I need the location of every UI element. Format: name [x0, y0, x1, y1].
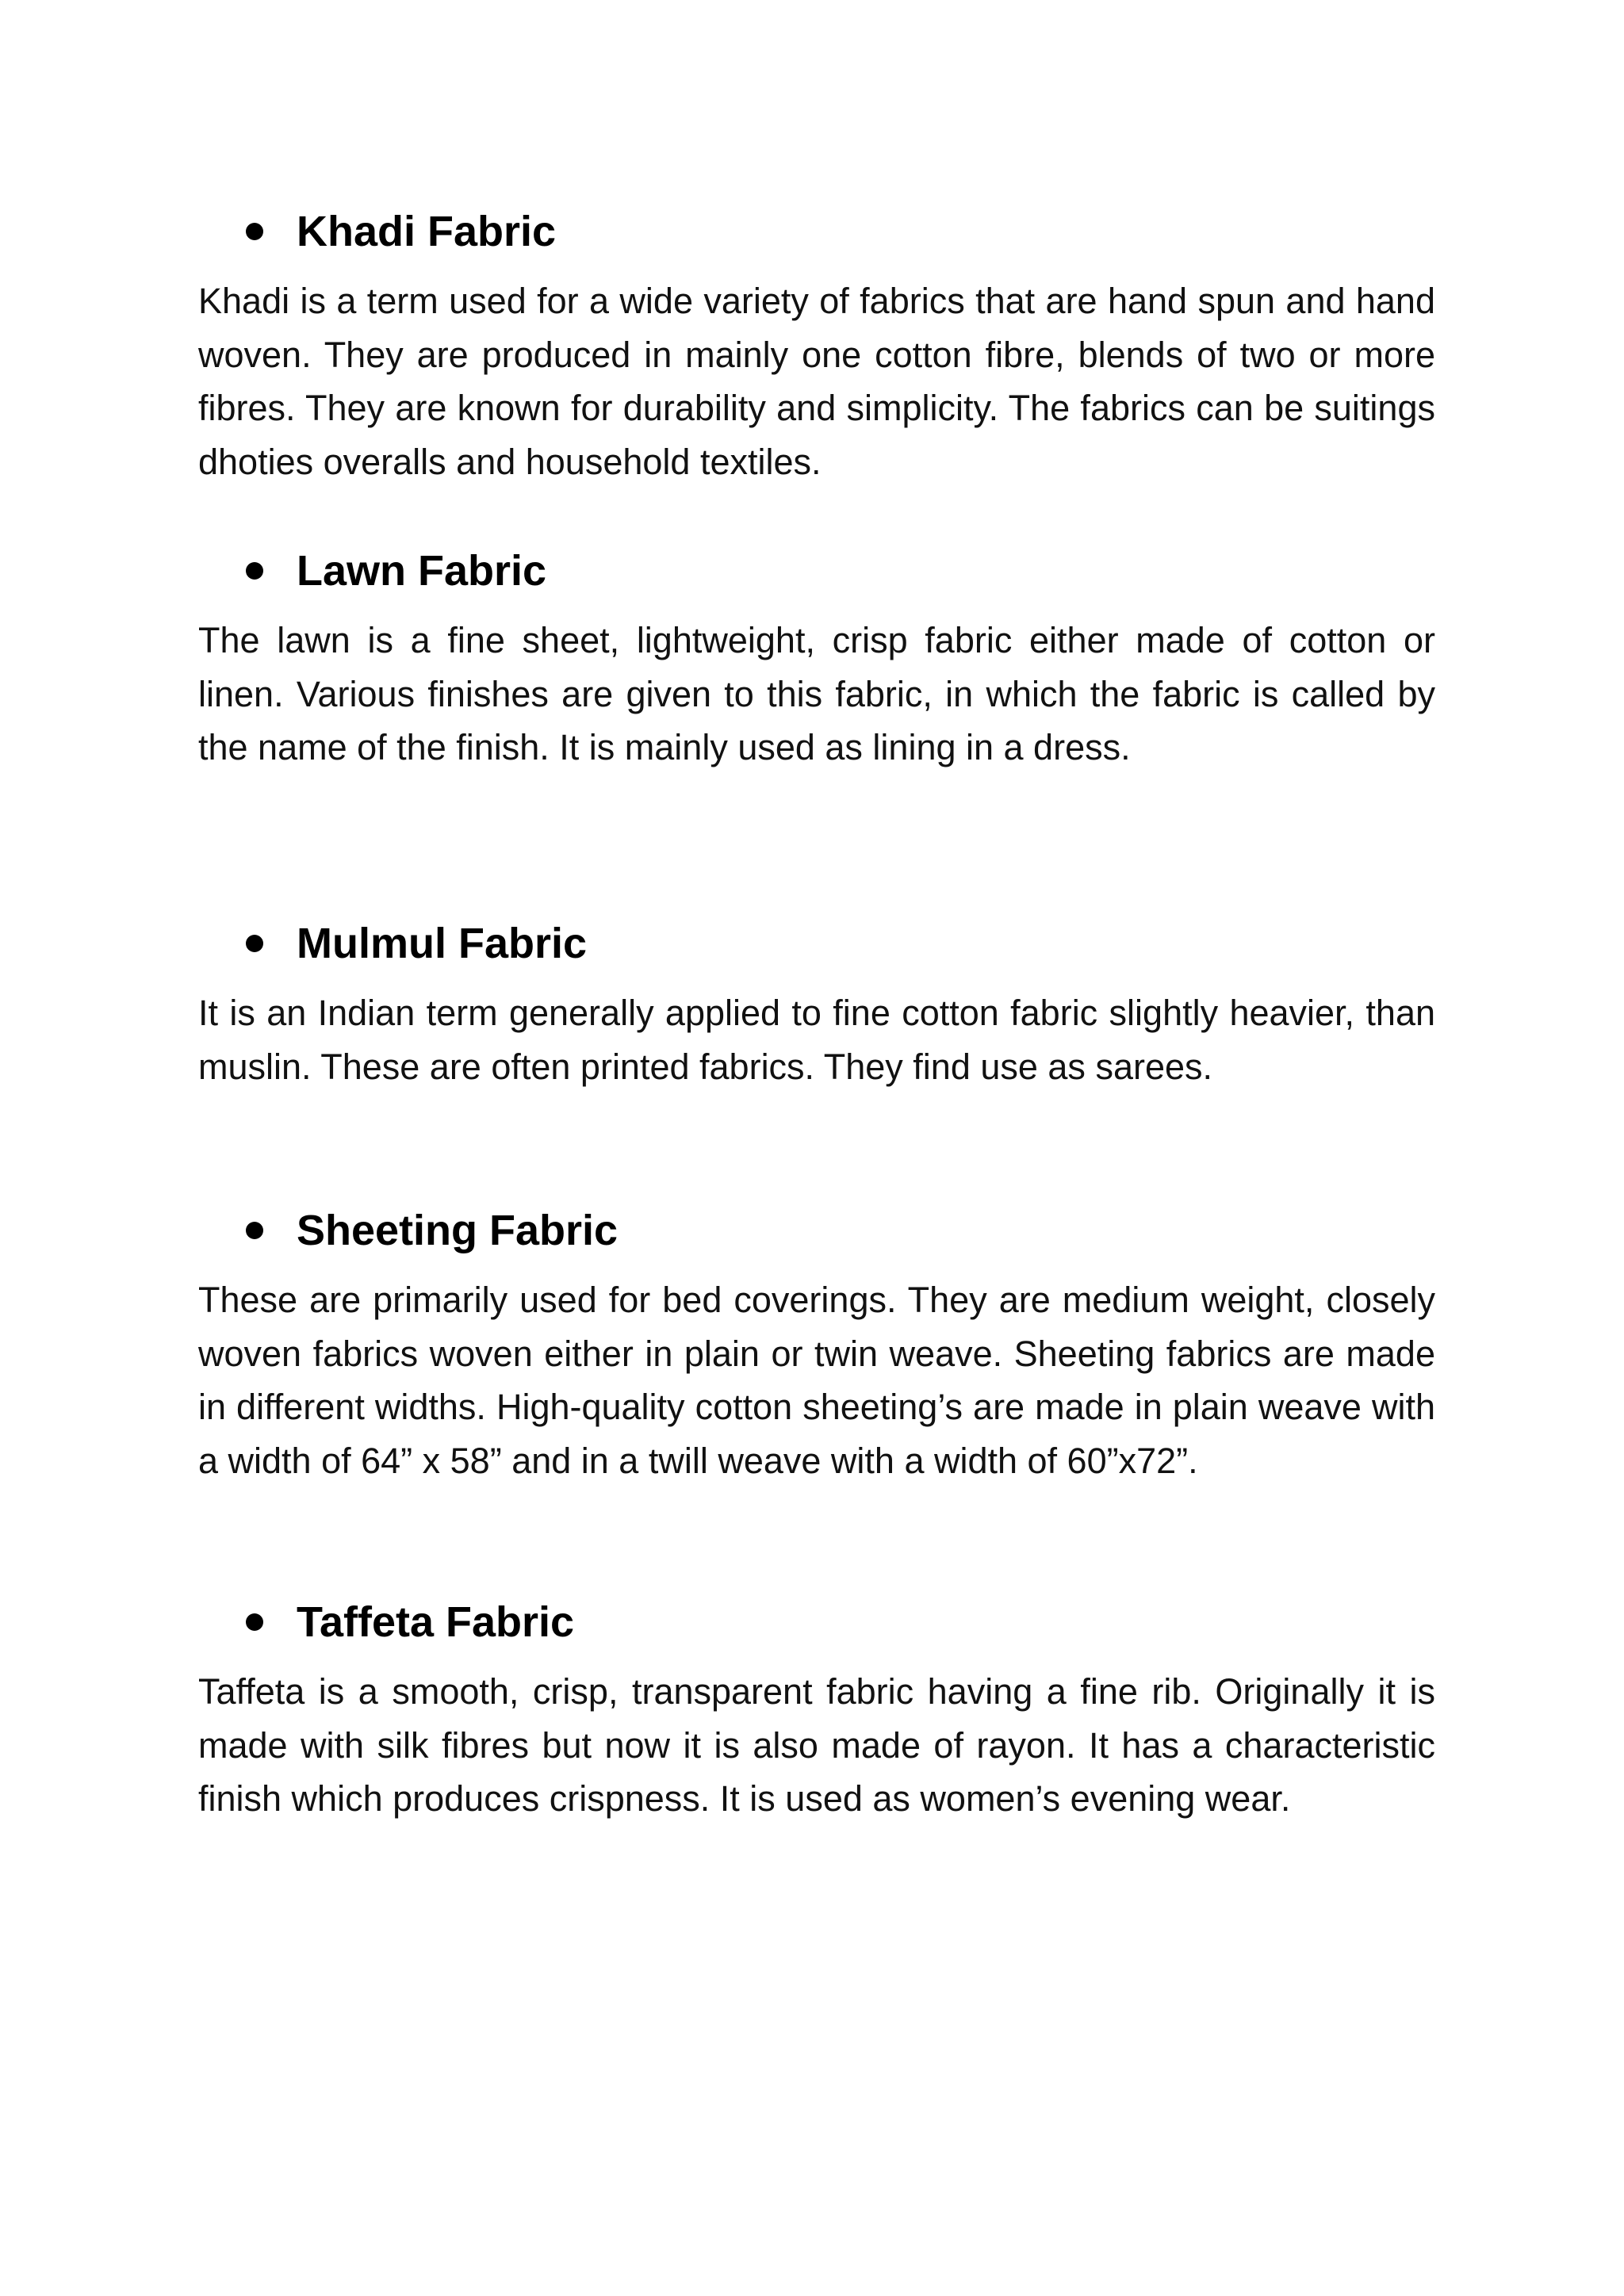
section-body: It is an Indian term generally applied to fine cotton fabric slightly heavier, than muslin. These are often printed fabrics. They find use as sarees.	[198, 993, 1435, 1087]
bullet-icon	[246, 562, 263, 580]
section-heading	[246, 539, 1435, 603]
section-heading	[246, 912, 1435, 975]
bullet-icon	[246, 1222, 263, 1239]
section-body: These are primarily used for bed coverings. They are medium weight, closely woven fabrics woven either in plain or twin weave. Sheeting fabrics are made in different widths. High-quality cotton sheeting’s are made in plain weave with a width of 64” x 58” and in a twill weave with a width of 60”x72”.	[198, 1280, 1435, 1481]
section-sheeting-fabric	[198, 1199, 1435, 1487]
section-khadi-fabric	[198, 200, 1435, 488]
bullet-icon	[246, 223, 263, 240]
heading-text: Khadi Fabric	[297, 208, 557, 255]
heading-text: Mulmul Fabric	[297, 920, 588, 967]
heading-text: Lawn Fabric	[297, 547, 547, 595]
section-mulmul-fabric	[198, 912, 1435, 1093]
section-heading	[246, 1199, 1435, 1262]
section-body: Khadi is a term used for a wide variety of fabrics that are hand spun and hand woven. They are produced in mainly one cotton fibre, blends of two or more fibres. They are known for durability and simplicity. The fabrics can be suitings dhoties overalls and household textiles.	[198, 281, 1435, 482]
section-heading	[246, 1590, 1435, 1654]
section-lawn-fabric	[198, 539, 1435, 775]
bullet-icon	[246, 1613, 263, 1631]
section-body: The lawn is a fine sheet, lightweight, crisp fabric either made of cotton or linen. Various finishes are given to this fabric, in which the fabric is called by the name of the finish. It is mainly used as lining in a dress.	[198, 620, 1435, 767]
heading-text: Sheeting Fabric	[297, 1207, 619, 1254]
section-heading	[246, 200, 1435, 263]
section-taffeta-fabric	[198, 1590, 1435, 1826]
section-body: Taffeta is a smooth, crisp, transparent fabric having a fine rib. Originally it is made with silk fibres but now it is also made of rayon. It has a characteristic finish which produces crispness. It is used as women’s evening wear.	[198, 1671, 1435, 1819]
bullet-icon	[246, 935, 263, 952]
heading-text: Taffeta Fabric	[297, 1598, 575, 1646]
